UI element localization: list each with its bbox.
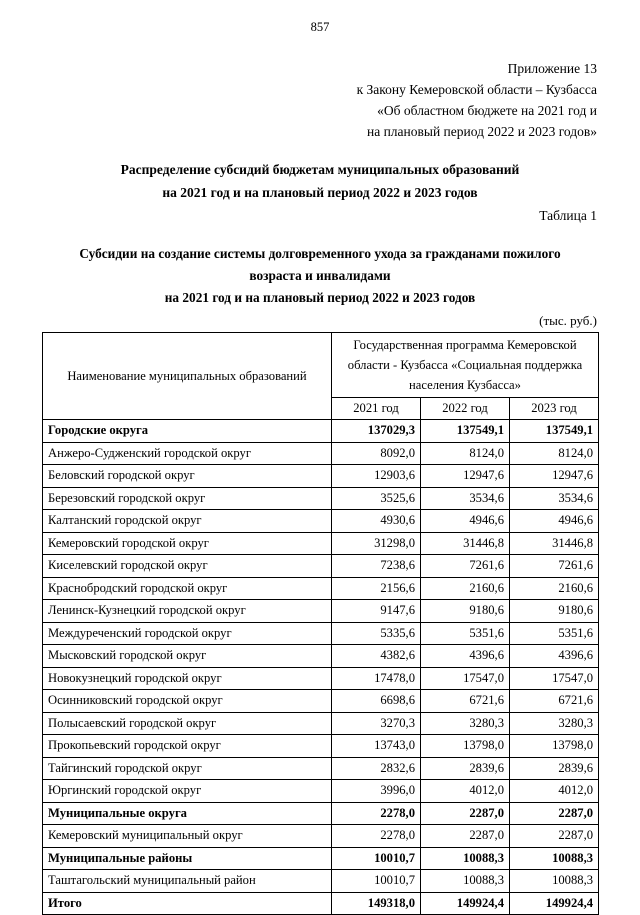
cell-amount-2022-год: 9180,6 — [421, 600, 510, 623]
cell-amount-2022-год: 2160,6 — [421, 577, 510, 600]
cell-amount-2022-год: 2287,0 — [421, 825, 510, 848]
table-row — [43, 870, 599, 893]
table-row — [43, 780, 599, 803]
cell-amount-2022-год: 8124,0 — [421, 442, 510, 465]
cell-amount-2021-год: 137029,3 — [332, 420, 421, 443]
cell-municipality-name: Муниципальные районы — [43, 847, 332, 870]
cell-amount-2023-год: 3534,6 — [510, 487, 599, 510]
cell-municipality-name: Кемеровский городской округ — [43, 532, 332, 555]
cell-amount-2022-год: 137549,1 — [421, 420, 510, 443]
cell-amount-2021-год: 2278,0 — [332, 825, 421, 848]
cell-amount-2022-год: 149924,4 — [421, 892, 510, 915]
cell-amount-2023-год: 4012,0 — [510, 780, 599, 803]
cell-amount-2023-год: 7261,6 — [510, 555, 599, 578]
subsidy-distribution-table — [42, 332, 599, 915]
document-main-title — [42, 158, 598, 204]
cell-amount-2023-год: 4946,6 — [510, 510, 599, 533]
cell-amount-2023-год: 8124,0 — [510, 442, 599, 465]
header-cell-year-2022: 2022 год — [421, 398, 510, 420]
cell-amount-2022-год: 4396,6 — [421, 645, 510, 668]
cell-amount-2023-год: 10088,3 — [510, 870, 599, 893]
header-cell-year-2023: 2023 год — [510, 398, 599, 420]
cell-amount-2021-год: 13743,0 — [332, 735, 421, 758]
table-row — [43, 802, 599, 825]
cell-amount-2021-год: 8092,0 — [332, 442, 421, 465]
cell-amount-2023-год: 9180,6 — [510, 600, 599, 623]
cell-municipality-name: Таштагольский муниципальный район — [43, 870, 332, 893]
cell-amount-2022-год: 12947,6 — [421, 465, 510, 488]
cell-amount-2023-год: 137549,1 — [510, 420, 599, 443]
cell-amount-2023-год: 2160,6 — [510, 577, 599, 600]
cell-amount-2021-год: 3525,6 — [332, 487, 421, 510]
table-header-row-top — [43, 333, 599, 398]
table-row — [43, 577, 599, 600]
cell-amount-2023-год: 149924,4 — [510, 892, 599, 915]
cell-amount-2022-год: 31446,8 — [421, 532, 510, 555]
cell-municipality-name: Березовский городской округ — [43, 487, 332, 510]
cell-amount-2023-год: 3280,3 — [510, 712, 599, 735]
cell-amount-2022-год: 4946,6 — [421, 510, 510, 533]
cell-amount-2022-год: 6721,6 — [421, 690, 510, 713]
table-row — [43, 465, 599, 488]
cell-amount-2022-год: 2839,6 — [421, 757, 510, 780]
cell-amount-2021-год: 5335,6 — [332, 622, 421, 645]
cell-amount-2021-год: 2156,6 — [332, 577, 421, 600]
cell-amount-2021-год: 17478,0 — [332, 667, 421, 690]
cell-municipality-name: Осинниковский городской округ — [43, 690, 332, 713]
header-cell-program: Государственная программа Кемеровской области - Кузбасса «Социальная поддержка населения Кузбасса» — [332, 333, 599, 398]
table-row — [43, 690, 599, 713]
table-subtitle — [42, 243, 598, 309]
table-row — [43, 712, 599, 735]
cell-amount-2023-год: 17547,0 — [510, 667, 599, 690]
cell-amount-2022-год: 3534,6 — [421, 487, 510, 510]
cell-amount-2021-год: 10010,7 — [332, 847, 421, 870]
table-row — [43, 532, 599, 555]
cell-amount-2023-год: 2839,6 — [510, 757, 599, 780]
cell-amount-2023-год: 4396,6 — [510, 645, 599, 668]
cell-amount-2021-год: 4930,6 — [332, 510, 421, 533]
units-label: (тыс. руб.) — [539, 313, 597, 328]
cell-municipality-name: Прокопьевский городской округ — [43, 735, 332, 758]
appendix-reference-block — [207, 58, 597, 142]
cell-amount-2022-год: 2287,0 — [421, 802, 510, 825]
cell-municipality-name: Междуреченский городской округ — [43, 622, 332, 645]
cell-amount-2021-год: 2832,6 — [332, 757, 421, 780]
table-header — [43, 333, 599, 420]
cell-amount-2021-год: 6698,6 — [332, 690, 421, 713]
table-row — [43, 487, 599, 510]
cell-amount-2021-год: 2278,0 — [332, 802, 421, 825]
cell-amount-2023-год: 10088,3 — [510, 847, 599, 870]
cell-municipality-name: Итого — [43, 892, 332, 915]
cell-amount-2021-год: 9147,6 — [332, 600, 421, 623]
cell-amount-2022-год: 10088,3 — [421, 847, 510, 870]
cell-municipality-name: Тайгинский городской округ — [43, 757, 332, 780]
cell-municipality-name: Анжеро-Судженский городской округ — [43, 442, 332, 465]
header-cell-name: Наименование муниципальных образований — [43, 333, 332, 420]
table-row — [43, 510, 599, 533]
table-row — [43, 667, 599, 690]
subtitle-line-3: на 2021 год и на плановый период 2022 и 2023 годов — [164, 290, 476, 305]
cell-municipality-name: Юргинский городской округ — [43, 780, 332, 803]
cell-municipality-name: Кемеровский муниципальный округ — [43, 825, 332, 848]
cell-amount-2022-год: 13798,0 — [421, 735, 510, 758]
cell-amount-2021-год: 3996,0 — [332, 780, 421, 803]
appendix-line-2: к Закону Кемеровской области – Кузбасса — [356, 82, 597, 97]
cell-amount-2022-год: 3280,3 — [421, 712, 510, 735]
cell-amount-2023-год: 31446,8 — [510, 532, 599, 555]
table-row — [43, 622, 599, 645]
cell-amount-2023-год: 13798,0 — [510, 735, 599, 758]
appendix-line-4: на плановый период 2022 и 2023 годов» — [366, 124, 597, 139]
cell-amount-2022-год: 10088,3 — [421, 870, 510, 893]
header-cell-year-2021: 2021 год — [332, 398, 421, 420]
cell-municipality-name: Калтанский городской округ — [43, 510, 332, 533]
cell-amount-2021-год: 7238,6 — [332, 555, 421, 578]
appendix-line-1: Приложение 13 — [507, 61, 597, 76]
table-row — [43, 442, 599, 465]
table-row — [43, 555, 599, 578]
cell-municipality-name: Краснобродский городской округ — [43, 577, 332, 600]
cell-amount-2023-год: 2287,0 — [510, 802, 599, 825]
cell-municipality-name: Муниципальные округа — [43, 802, 332, 825]
appendix-line-3: «Об областном бюджете на 2021 год и — [377, 103, 597, 118]
cell-amount-2021-год: 12903,6 — [332, 465, 421, 488]
cell-amount-2022-год: 17547,0 — [421, 667, 510, 690]
cell-amount-2021-год: 3270,3 — [332, 712, 421, 735]
cell-municipality-name: Городские округа — [43, 420, 332, 443]
table-label: Таблица 1 — [539, 208, 597, 223]
cell-municipality-name: Беловский городской округ — [43, 465, 332, 488]
table-row — [43, 420, 599, 443]
cell-municipality-name: Киселевский городской округ — [43, 555, 332, 578]
cell-amount-2022-год: 4012,0 — [421, 780, 510, 803]
subtitle-line-2: возраста и инвалидами — [249, 268, 391, 283]
page-number: 857 — [310, 20, 330, 34]
cell-amount-2021-год: 31298,0 — [332, 532, 421, 555]
table-row — [43, 892, 599, 915]
table-body — [43, 420, 599, 915]
cell-amount-2021-год: 10010,7 — [332, 870, 421, 893]
cell-amount-2023-год: 5351,6 — [510, 622, 599, 645]
main-title-line-2: на 2021 год и на плановый период 2022 и 2023 годов — [162, 185, 478, 200]
cell-amount-2022-год: 5351,6 — [421, 622, 510, 645]
main-title-line-1: Распределение субсидий бюджетам муниципальных образований — [120, 162, 520, 177]
table-row — [43, 735, 599, 758]
cell-amount-2022-год: 7261,6 — [421, 555, 510, 578]
table-row — [43, 825, 599, 848]
cell-municipality-name: Мысковский городской округ — [43, 645, 332, 668]
cell-amount-2023-год: 2287,0 — [510, 825, 599, 848]
cell-amount-2021-год: 4382,6 — [332, 645, 421, 668]
cell-municipality-name: Новокузнецкий городской округ — [43, 667, 332, 690]
subtitle-line-1: Субсидии на создание системы долговременного ухода за гражданами пожилого — [79, 246, 561, 261]
cell-municipality-name: Ленинск-Кузнецкий городской округ — [43, 600, 332, 623]
cell-amount-2021-год: 149318,0 — [332, 892, 421, 915]
table-row — [43, 645, 599, 668]
table-row — [43, 600, 599, 623]
cell-amount-2023-год: 6721,6 — [510, 690, 599, 713]
table-row — [43, 847, 599, 870]
cell-amount-2023-год: 12947,6 — [510, 465, 599, 488]
cell-municipality-name: Полысаевский городской округ — [43, 712, 332, 735]
table-row — [43, 757, 599, 780]
